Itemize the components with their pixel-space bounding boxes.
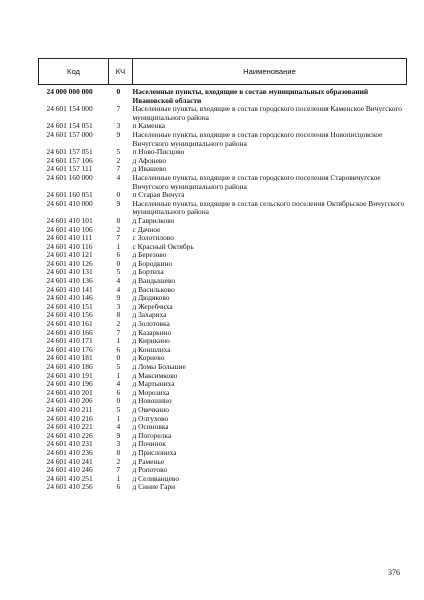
row-kch: 1 xyxy=(116,473,121,483)
row-name: д Бортиха xyxy=(132,267,164,277)
row-code: 24 601 154 000 xyxy=(46,104,93,114)
row-code: 24 601 410 176 xyxy=(46,344,93,354)
table-row xyxy=(39,346,407,355)
row-code: 24 601 410 251 xyxy=(46,473,93,483)
row-kch: 2 xyxy=(116,224,121,234)
table-row xyxy=(39,363,407,372)
table-row xyxy=(39,372,407,381)
header-name: Наименование xyxy=(133,59,407,85)
table-row xyxy=(39,389,407,398)
row-code: 24 601 157 111 xyxy=(46,164,93,174)
row-code: 24 601 410 166 xyxy=(46,327,93,337)
row-name: д Синие Гари xyxy=(132,482,176,492)
row-kch: 1 xyxy=(116,370,121,380)
table-row xyxy=(39,234,407,243)
row-code: 24 601 410 191 xyxy=(46,370,93,380)
row-name: д Осиновка xyxy=(132,422,169,432)
row-kch: 7 xyxy=(116,233,121,243)
row-name: д Починок xyxy=(132,439,166,449)
row-kch: 2 xyxy=(116,456,121,466)
row-code: 24 601 410 131 xyxy=(46,267,93,277)
row-name: д Овечкино xyxy=(132,404,169,414)
row-name: д Коншлиха xyxy=(132,344,171,354)
table-body xyxy=(39,85,407,492)
row-name: д Дюдяково xyxy=(132,293,170,303)
row-name: д Гаврилково xyxy=(132,215,175,225)
table-row xyxy=(39,458,407,467)
table-row xyxy=(39,449,407,458)
row-name: д Ломы Большие xyxy=(132,362,186,371)
row-code: 24 601 410 196 xyxy=(46,379,93,389)
table-row xyxy=(39,320,407,329)
row-code: 24 601 410 106 xyxy=(46,224,93,234)
row-code: 24 601 410 141 xyxy=(46,284,93,294)
table-row xyxy=(39,105,407,122)
row-kch: 0 xyxy=(116,396,121,406)
row-name: д Вандышево xyxy=(132,276,176,286)
table-row xyxy=(39,131,407,148)
row-code: 24 601 410 116 xyxy=(46,241,93,251)
header-kch: КЧ xyxy=(109,59,133,85)
row-kch: 8 xyxy=(116,215,121,225)
header-code: Код xyxy=(39,59,109,85)
row-code: 24 601 410 121 xyxy=(46,250,93,260)
table-row xyxy=(39,329,407,338)
table-row xyxy=(39,303,407,312)
row-name: д Новошино xyxy=(132,396,172,406)
row-kch: 1 xyxy=(116,336,121,346)
row-kch: 5 xyxy=(116,267,121,277)
row-name: д Погорелка xyxy=(132,430,172,440)
row-name: Населенные пункты, входящие в состав муниципальных образований Ивановской области xyxy=(132,87,369,105)
row-kch: 0 xyxy=(116,190,121,200)
row-code: 24 601 410 151 xyxy=(46,301,93,311)
row-kch: 6 xyxy=(116,250,121,260)
row-code: 24 601 160 000 xyxy=(46,172,93,182)
row-kch: 3 xyxy=(116,301,121,311)
table-row xyxy=(39,174,407,191)
row-name: д Селиванцево xyxy=(132,473,180,483)
row-kch: 0 xyxy=(116,87,121,96)
row-name: д Корнево xyxy=(132,353,165,363)
row-name: д Максимково xyxy=(132,370,178,380)
row-name: д Васильково xyxy=(132,284,175,294)
row-kch: 2 xyxy=(116,155,121,165)
row-code: 24 601 410 136 xyxy=(46,276,93,286)
row-name: с Красный Октябрь xyxy=(132,241,194,251)
table-row xyxy=(39,380,407,389)
row-name: д Афонево xyxy=(132,155,167,165)
table-row xyxy=(39,251,407,260)
row-kch: 1 xyxy=(116,413,121,423)
row-name: Населенные пункты, входящие в состав городского поселения Старовичугское Вичугского муниципального района xyxy=(132,172,381,191)
row-code: 24 601 157 000 xyxy=(46,129,93,139)
row-name: п Каменка xyxy=(132,121,166,131)
row-name: д Раменье xyxy=(132,456,165,466)
table-row xyxy=(39,406,407,415)
row-kch: 1 xyxy=(116,241,121,251)
row-code: 24 601 410 221 xyxy=(46,422,93,432)
table-row xyxy=(39,466,407,475)
table-row xyxy=(39,432,407,441)
row-kch: 8 xyxy=(116,447,121,457)
table-row xyxy=(39,294,407,303)
row-kch: 7 xyxy=(116,104,121,114)
row-code: 24 601 154 051 xyxy=(46,121,93,131)
row-code: 24 601 410 246 xyxy=(46,465,93,475)
row-kch: 2 xyxy=(116,319,121,329)
row-name: д Прислониха xyxy=(132,447,177,457)
table-row xyxy=(39,337,407,346)
row-code: 24 601 410 101 xyxy=(46,215,93,225)
row-kch: 4 xyxy=(116,422,121,432)
row-code: 24 000 000 000 xyxy=(46,87,93,96)
row-kch: 4 xyxy=(116,276,121,286)
row-kch: 5 xyxy=(116,147,121,157)
row-code: 24 601 410 126 xyxy=(46,258,93,268)
table-row xyxy=(39,268,407,277)
row-code: 24 601 410 146 xyxy=(46,293,93,303)
row-name: д Ивашево xyxy=(132,164,167,174)
table-row xyxy=(39,440,407,449)
table-row xyxy=(39,311,407,320)
row-kch: 4 xyxy=(116,379,121,389)
row-name: п Старая Вичуга xyxy=(132,190,185,200)
table-header xyxy=(39,59,407,85)
row-name: д Золотовка xyxy=(132,319,170,329)
row-name: д Кирикино xyxy=(132,336,170,346)
row-kch: 6 xyxy=(116,482,121,492)
row-kch: 4 xyxy=(116,284,121,294)
row-kch: 5 xyxy=(116,362,121,371)
row-kch: 0 xyxy=(116,353,121,363)
row-name: Населенные пункты, входящие в состав городского поселения Новописцовское Вичугского муниципального района xyxy=(132,129,383,148)
row-code: 24 601 157 051 xyxy=(46,147,93,157)
row-code: 24 601 410 171 xyxy=(46,336,93,346)
table-row xyxy=(39,217,407,226)
table-row xyxy=(39,415,407,424)
row-code: 24 601 410 181 xyxy=(46,353,93,363)
row-kch: 6 xyxy=(116,344,121,354)
row-name: с Золотилово xyxy=(132,233,174,243)
row-code: 24 601 410 226 xyxy=(46,430,93,440)
row-name: д Олтухово xyxy=(132,413,169,423)
table-row xyxy=(39,483,407,492)
row-code: 24 601 410 161 xyxy=(46,319,93,329)
row-code: 24 601 410 256 xyxy=(46,482,93,492)
row-name: д Морозиха xyxy=(132,387,170,397)
row-kch: 3 xyxy=(116,439,121,449)
row-code: 24 601 410 201 xyxy=(46,387,93,397)
row-code: 24 601 157 106 xyxy=(46,155,93,165)
row-kch: 9 xyxy=(116,430,121,440)
row-code: 24 601 160 051 xyxy=(46,190,93,200)
table-row xyxy=(39,85,407,106)
row-code: 24 601 410 156 xyxy=(46,310,93,320)
table-row xyxy=(39,286,407,295)
row-kch: 5 xyxy=(116,404,121,414)
table-row xyxy=(39,423,407,432)
row-kch: 3 xyxy=(116,121,121,131)
table-row xyxy=(39,200,407,217)
classifier-table xyxy=(38,58,407,492)
row-name: д Мартыниха xyxy=(132,379,175,389)
row-name: д Жеребчиха xyxy=(132,301,173,311)
row-kch: 0 xyxy=(116,258,121,268)
row-kch: 7 xyxy=(116,465,121,475)
row-code: 24 601 410 211 xyxy=(46,404,93,414)
row-code: 24 601 410 241 xyxy=(46,456,93,466)
row-code: 24 601 410 216 xyxy=(46,413,93,423)
row-code: 24 601 410 206 xyxy=(46,396,93,406)
row-kch: 7 xyxy=(116,164,121,174)
row-code: 24 601 410 236 xyxy=(46,447,93,457)
row-name: д Казаркино xyxy=(132,327,172,337)
row-code: 24 601 410 111 xyxy=(46,233,93,243)
row-kch: 4 xyxy=(116,172,121,182)
table-row xyxy=(39,277,407,286)
row-code: 24 601 410 000 xyxy=(46,198,93,208)
row-name: с Дачное xyxy=(132,224,161,234)
table-row xyxy=(39,226,407,235)
row-name: д Бородкино xyxy=(132,258,173,268)
page-number: 376 xyxy=(388,568,400,577)
table-row xyxy=(39,475,407,484)
table-row xyxy=(39,243,407,252)
row-kch: 9 xyxy=(116,198,121,208)
row-name: д Захариха xyxy=(132,310,167,320)
row-code: 24 601 410 231 xyxy=(46,439,93,449)
row-name: Населенные пункты, входящие в состав сельского поселения Октябрьское Вичугского муниципального района xyxy=(132,198,405,217)
row-kch: 7 xyxy=(116,327,121,337)
row-kch: 6 xyxy=(116,387,121,397)
table-row xyxy=(39,148,407,157)
table-row xyxy=(39,354,407,363)
row-name: п Ново-Писцово xyxy=(132,147,185,157)
table-row xyxy=(39,157,407,166)
row-code: 24 601 410 186 xyxy=(46,362,93,371)
row-name: д Ропотово xyxy=(132,465,168,475)
table-row xyxy=(39,397,407,406)
table-row xyxy=(39,260,407,269)
row-kch: 9 xyxy=(116,129,121,139)
row-kch: 9 xyxy=(116,293,121,303)
row-name: д Березово xyxy=(132,250,167,260)
row-name: Населенные пункты, входящие в состав городского поселения Каменское Вичугского муниципального района xyxy=(132,104,402,122)
row-kch: 8 xyxy=(116,310,121,320)
